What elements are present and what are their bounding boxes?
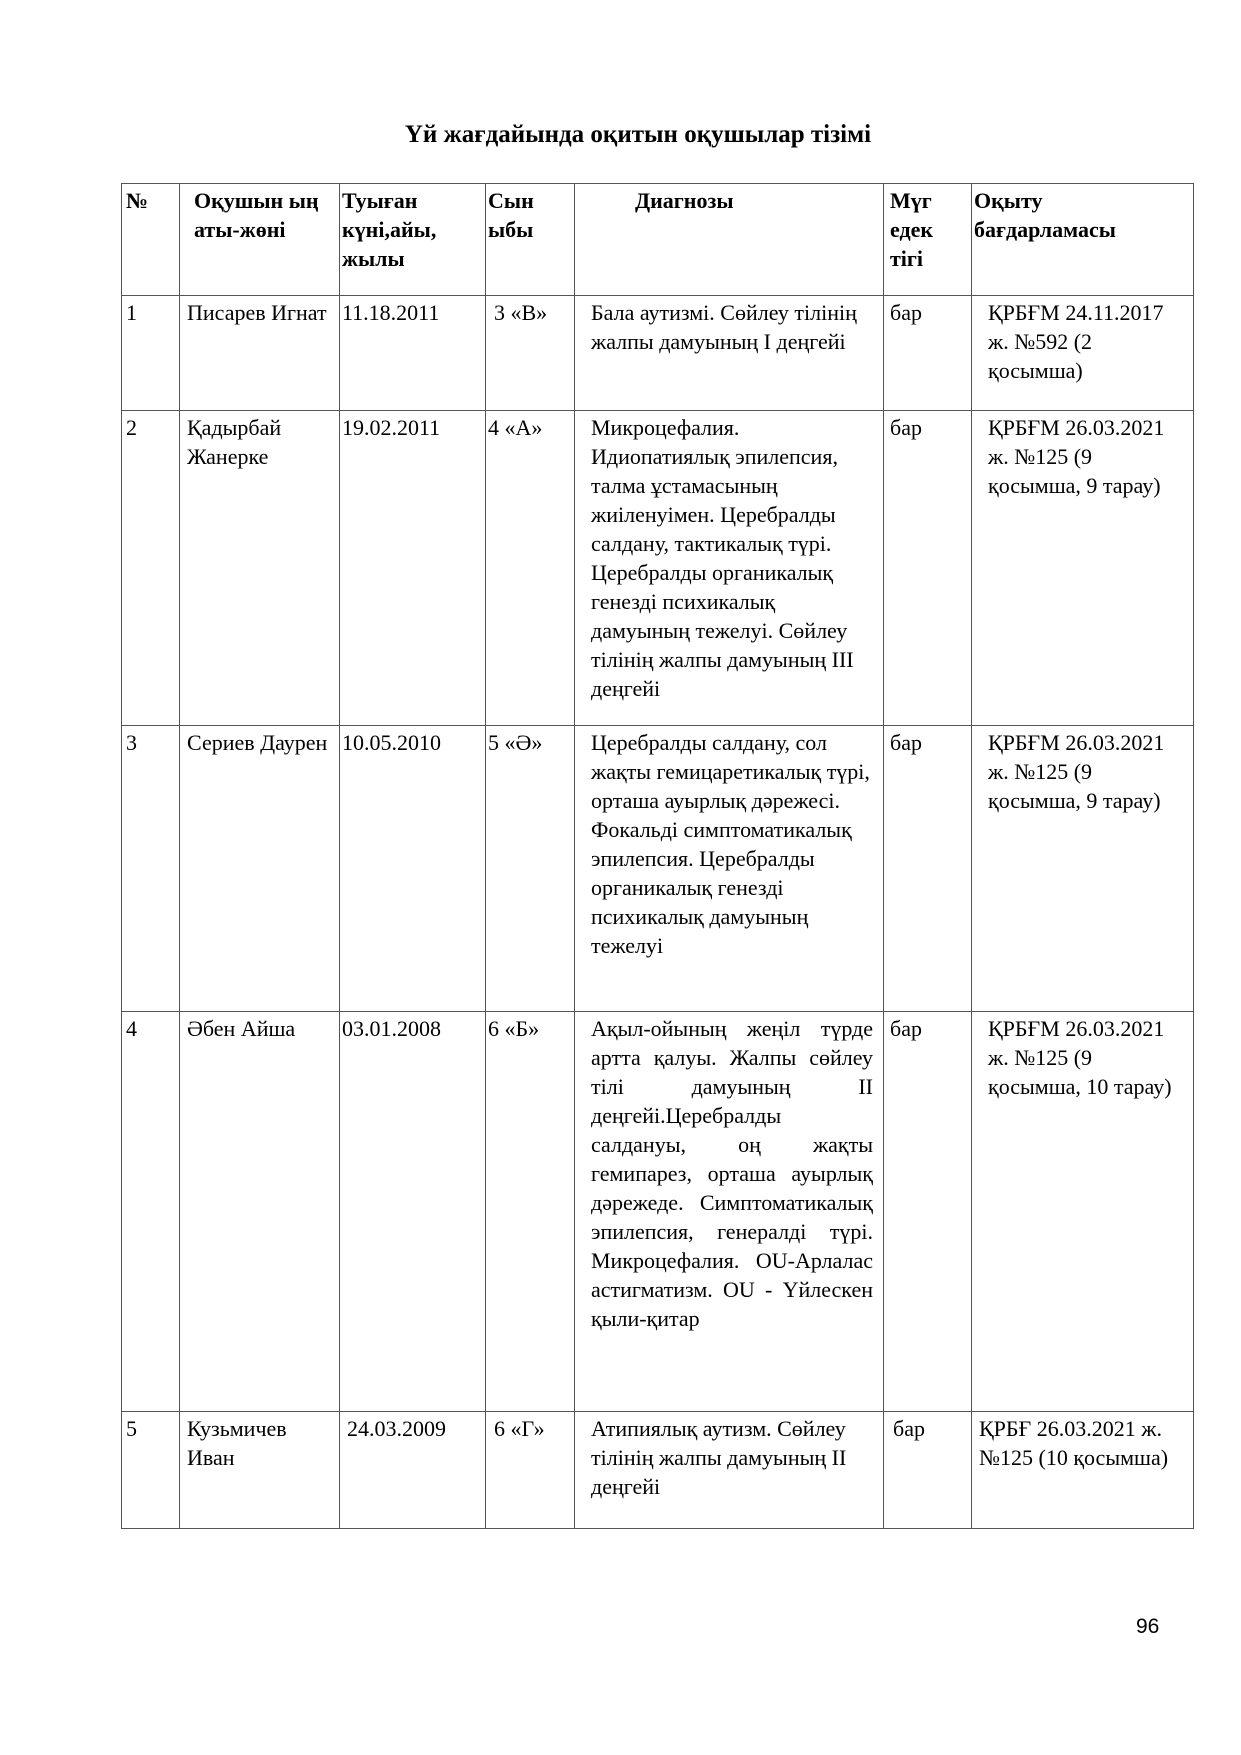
col-disability-header: Мүг едек тігі (884, 184, 972, 296)
cell-disability: бар (884, 726, 972, 1012)
cell-name: Писарев Игнат (180, 296, 340, 411)
cell-name: Әбен Айша (180, 1012, 340, 1412)
table-row (122, 726, 1194, 1012)
cell-class: 3 «В» (486, 296, 575, 411)
cell-program: ҚРБҒМ 26.03.2021 ж. №125 (9 қосымша, 9 тарау) (972, 411, 1194, 726)
col-diagnosis-header: Диагнозы (575, 184, 884, 296)
cell-diagnosis: Ақыл-ойының жеңіл түрде артта қалуы. Жалпы сөйлеу тілі дамуының ІІ деңгейі.Церебралды салдануы, оң жақты гемипарез, орташа ауырлық дәрежеде. Симптоматикалық эпилепсия, генералді түрі. Микроцефалия. OU-Арлалас астигматизм. OU - Үйлескен қыли-қитар (575, 1012, 884, 1412)
cell-number: 3 (122, 726, 180, 1012)
students-table (121, 183, 1194, 1529)
page-number: 96 (1136, 1615, 1160, 1638)
table-header-row (122, 184, 1194, 296)
cell-number: 1 (122, 296, 180, 411)
cell-birth: 19.02.2011 (340, 411, 486, 726)
col-program-header: Оқыту бағдарламасы (972, 184, 1194, 296)
cell-diagnosis: Церебралды салдану, сол жақты гемицаретикалық түрі, орташа ауырлық дәрежесі. Фокальді симптоматикалық эпилепсия. Церебралды органикалық генезді психикалық дамуының тежелуі (575, 726, 884, 1012)
cell-disability: бар (884, 296, 972, 411)
table-row (122, 296, 1194, 411)
table-row (122, 411, 1194, 726)
cell-class: 5 «Ә» (486, 726, 575, 1012)
table-row (122, 1412, 1194, 1529)
cell-diagnosis: Бала аутизмі. Сөйлеу тілінің жалпы дамуының І деңгейі (575, 296, 884, 411)
cell-class: 6 «Г» (486, 1412, 575, 1529)
cell-program: ҚРБҒМ 24.11.2017 ж. №592 (2 қосымша) (972, 296, 1194, 411)
col-birth-header: Туыған күні,айы, жылы (340, 184, 486, 296)
cell-disability: бар (884, 411, 972, 726)
cell-number: 5 (122, 1412, 180, 1529)
col-name-header: Оқушын ың аты-жөні (180, 184, 340, 296)
cell-disability: бар (884, 1012, 972, 1412)
cell-disability: бар (884, 1412, 972, 1529)
cell-birth: 03.01.2008 (340, 1012, 486, 1412)
cell-program: ҚРБҒ 26.03.2021 ж. №125 (10 қосымша) (972, 1412, 1194, 1529)
cell-name: Кузьмичев Иван (180, 1412, 340, 1529)
cell-program: ҚРБҒМ 26.03.2021 ж. №125 (9 қосымша, 9 тарау) (972, 726, 1194, 1012)
page-title: Үй жағдайында оқитын оқушылар тізімі (404, 121, 872, 148)
cell-number: 2 (122, 411, 180, 726)
cell-class: 6 «Б» (486, 1012, 575, 1412)
cell-birth: 11.18.2011 (340, 296, 486, 411)
col-class-header: Сын ыбы (486, 184, 575, 296)
cell-diagnosis: Микроцефалия. Идиопатиялық эпилепсия, талма ұстамасының жиіленуімен. Церебралды салдану, тактикалық түрі. Церебралды органикалық генезді психикалық дамуының тежелуі. Сөйлеу тілінің жалпы дамуының ІІІ деңгейі (575, 411, 884, 726)
cell-class: 4 «А» (486, 411, 575, 726)
cell-program: ҚРБҒМ 26.03.2021 ж. №125 (9 қосымша, 10 тарау) (972, 1012, 1194, 1412)
cell-birth: 24.03.2009 (340, 1412, 486, 1529)
cell-name: Қадырбай Жанерке (180, 411, 340, 726)
table-row (122, 1012, 1194, 1412)
col-number-header: № (122, 184, 180, 296)
cell-name: Сериев Даурен (180, 726, 340, 1012)
cell-birth: 10.05.2010 (340, 726, 486, 1012)
cell-number: 4 (122, 1012, 180, 1412)
cell-diagnosis: Атипиялық аутизм. Сөйлеу тілінің жалпы дамуының ІІ деңгейі (575, 1412, 884, 1529)
